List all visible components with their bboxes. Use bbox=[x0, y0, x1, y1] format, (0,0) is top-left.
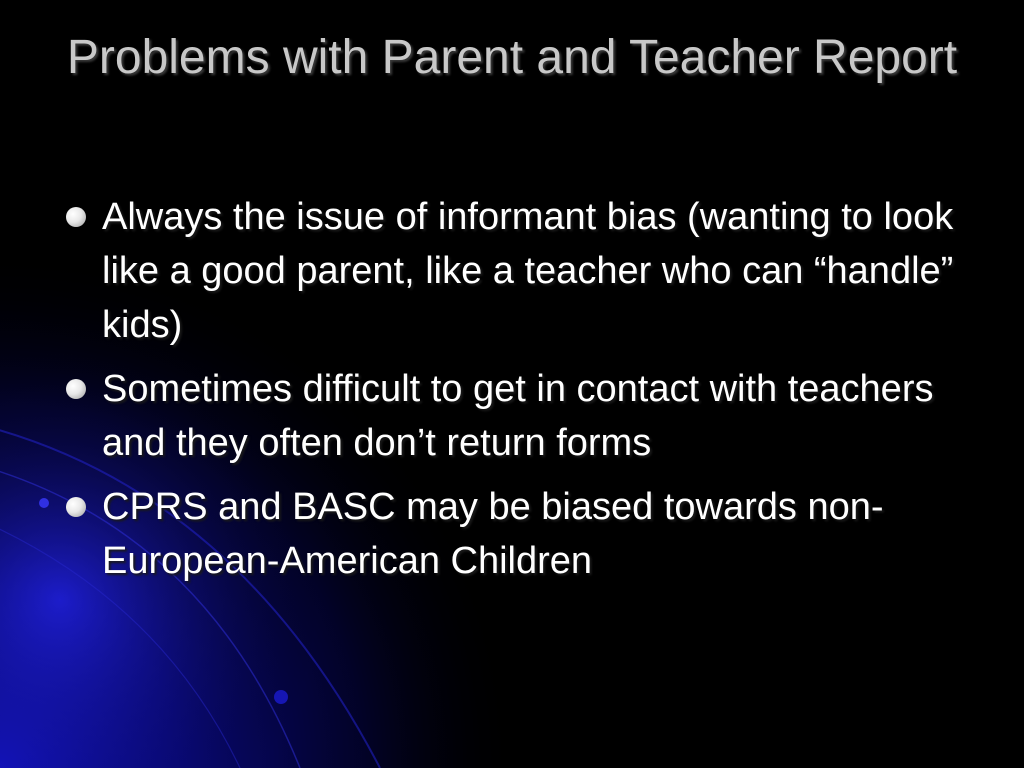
bullet-text: CPRS and BASC may be biased towards non-European-American Children bbox=[102, 486, 884, 582]
bullet-item bbox=[62, 190, 962, 352]
bullet-list bbox=[62, 190, 962, 598]
bullet-item bbox=[62, 480, 962, 588]
bullet-item bbox=[62, 362, 962, 470]
bullet-text: Always the issue of informant bias (wanting to look like a good parent, like a teacher who can “handle” kids) bbox=[102, 196, 954, 346]
bullet-icon bbox=[66, 379, 86, 399]
bullet-icon bbox=[66, 497, 86, 517]
bullet-icon bbox=[66, 207, 86, 227]
glow-dot bbox=[39, 498, 49, 508]
glow-dot bbox=[274, 690, 288, 704]
bullet-text: Sometimes difficult to get in contact with teachers and they often don’t return forms bbox=[102, 368, 934, 464]
slide-title: Problems with Parent and Teacher Report bbox=[66, 31, 958, 84]
